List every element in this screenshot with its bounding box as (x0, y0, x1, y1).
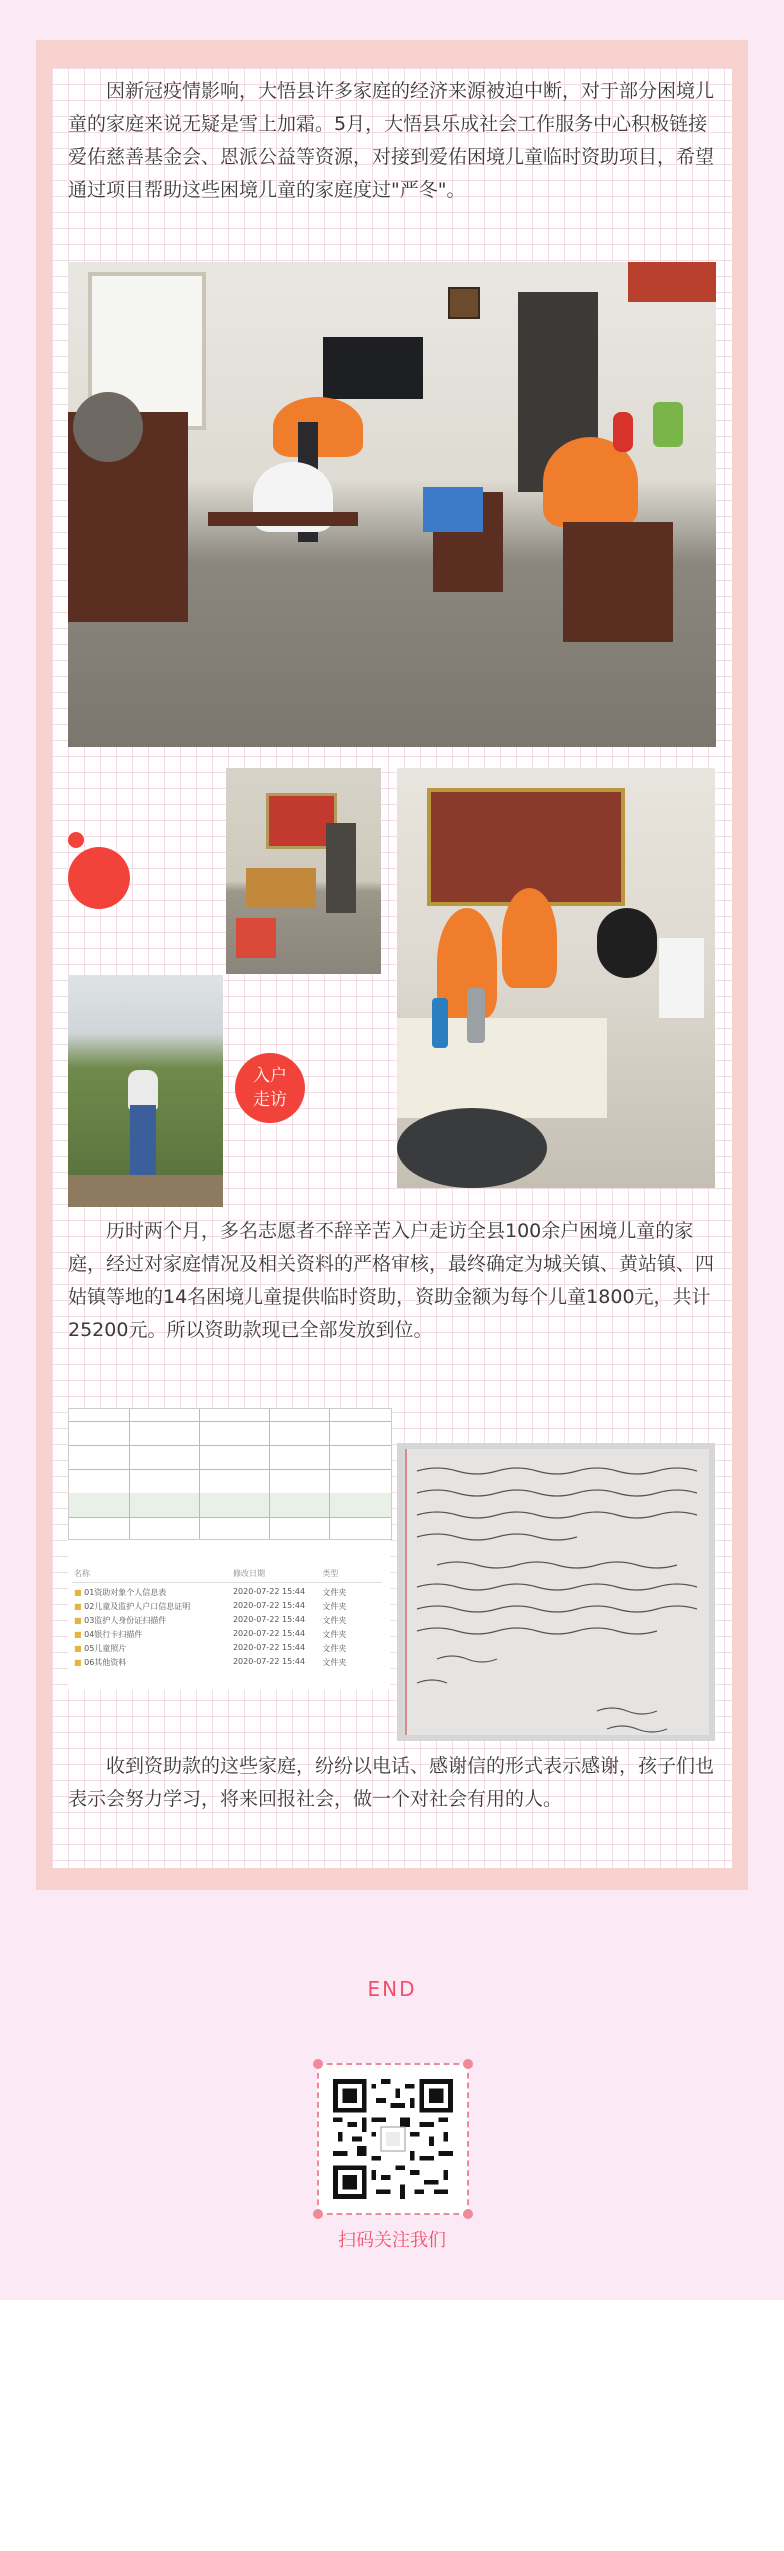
chair-right (563, 522, 673, 642)
motorcycle (597, 908, 657, 978)
file-type: 文件夹 (322, 1616, 347, 1625)
file-name: 03监护人身份证扫描件 (84, 1616, 167, 1625)
wall-poster (628, 262, 716, 302)
decor-dot-small (68, 832, 84, 848)
file-row[interactable] (72, 1643, 382, 1654)
funding-documents-screenshot (68, 1408, 390, 1690)
file-type: 文件夹 (322, 1588, 347, 1597)
file-type: 文件夹 (322, 1658, 347, 1667)
folder-icon: ■ (74, 1616, 82, 1625)
corner-dot (463, 2059, 473, 2069)
volunteer-orange (273, 397, 363, 457)
intro-paragraph: 因新冠疫情影响，大悟县许多家庭的经济来源被迫中断，对于部分困境儿童的家庭来说无疑是雪上加霜。5月，大悟县乐成社会工作服务中心积极链接爱佑慈善基金会、恩派公益等资源，对接到爱佑困境儿童临时资助项目，希望通过项目帮助这些困境儿童的家庭度过"严冬"。 (68, 80, 715, 201)
file-list-header (72, 1568, 382, 1583)
file-date: 2020-07-22 15:44 (232, 1643, 306, 1652)
seated-man (659, 938, 704, 1018)
file-row[interactable] (72, 1657, 382, 1668)
file-row[interactable] (72, 1601, 382, 1612)
home-interior-photo (226, 768, 381, 974)
thermos (613, 412, 633, 452)
folder-icon: ■ (74, 1658, 82, 1667)
village-walk-photo (68, 975, 223, 1207)
badge-line1: 入户 (253, 1066, 287, 1086)
spreadsheet-image (68, 1408, 392, 1540)
corner-dot (463, 2209, 473, 2219)
table (246, 868, 316, 908)
corner-dot (313, 2059, 323, 2069)
qr-code-frame (317, 2063, 469, 2215)
television (323, 337, 423, 399)
qr-code-icon[interactable] (333, 2079, 453, 2199)
file-name: 05儿童照片 (84, 1644, 127, 1653)
green-container (653, 402, 683, 447)
person-seated (73, 392, 143, 462)
jeans (130, 1105, 156, 1175)
page-bottom (0, 2300, 784, 2551)
walking-person (128, 1070, 158, 1110)
file-name: 01资助对象个人信息表 (84, 1588, 167, 1597)
thanks-paragraph: 收到资助款的这些家庭，纷纷以电话、感谢信的形式表示感谢，孩子们也表示会努力学习，将来回报社会，做一个对社会有用的人。 (68, 1755, 715, 1810)
file-date: 2020-07-22 15:44 (232, 1629, 306, 1638)
blue-folder (423, 487, 483, 532)
file-date: 2020-07-22 15:44 (232, 1615, 306, 1624)
file-row[interactable] (72, 1629, 382, 1640)
file-type: 文件夹 (322, 1630, 347, 1639)
folder-icon: ■ (74, 1630, 82, 1639)
col-date: 修改日期 (232, 1569, 265, 1578)
home-visit-badge (235, 1053, 305, 1123)
file-type: 文件夹 (322, 1602, 347, 1611)
file-date: 2020-07-22 15:44 (232, 1587, 306, 1596)
folder-icon: ■ (74, 1602, 82, 1611)
file-name: 02儿童及监护人户口信息证明 (84, 1602, 191, 1611)
file-date: 2020-07-22 15:44 (232, 1601, 306, 1610)
corner-dot (313, 2209, 323, 2219)
end-marker: END (367, 1977, 417, 2001)
badge-line2: 走访 (253, 1090, 287, 1110)
volunteer-visit-photo (68, 262, 716, 747)
dirt-path (68, 1175, 223, 1207)
water-bottle (432, 998, 448, 1048)
volunteer-male (502, 888, 557, 988)
file-name: 04银行卡扫描件 (84, 1630, 143, 1639)
file-date: 2020-07-22 15:44 (232, 1657, 306, 1666)
letter-paper (405, 1449, 709, 1735)
col-name: 名称 (74, 1569, 90, 1578)
table (397, 1018, 607, 1118)
file-row[interactable] (72, 1615, 382, 1626)
file-name: 06其他资料 (84, 1658, 127, 1667)
volunteers-meeting-photo (397, 768, 715, 1188)
handwriting-lines (407, 1449, 709, 1735)
folder-icon: ■ (74, 1588, 82, 1597)
wall-clock (448, 287, 480, 319)
funding-paragraph: 历时两个月，多名志愿者不辞辛苦入户走访全县100余户困境儿童的家庭，经过对家庭情况及相关资料的严格审核，最终确定为城关镇、黄站镇、四姑镇等地的14名困境儿童提供临时资助，资助金额为每个儿童1800元，共计25200元。所以资助款现已全部发放到位。 (68, 1220, 715, 1341)
file-list (72, 1568, 382, 1668)
red-object (236, 918, 276, 958)
qr-caption: 扫码关注我们 (338, 2230, 446, 2251)
folder-icon: ■ (74, 1644, 82, 1653)
doorway (326, 823, 356, 913)
thank-you-letter-photo (397, 1443, 715, 1741)
col-type: 类型 (322, 1569, 339, 1578)
decor-dot-large (68, 847, 130, 909)
file-row[interactable] (72, 1587, 382, 1598)
table (208, 512, 358, 526)
pot-lid (397, 1108, 547, 1188)
thermos (467, 988, 485, 1043)
file-type: 文件夹 (322, 1644, 347, 1653)
